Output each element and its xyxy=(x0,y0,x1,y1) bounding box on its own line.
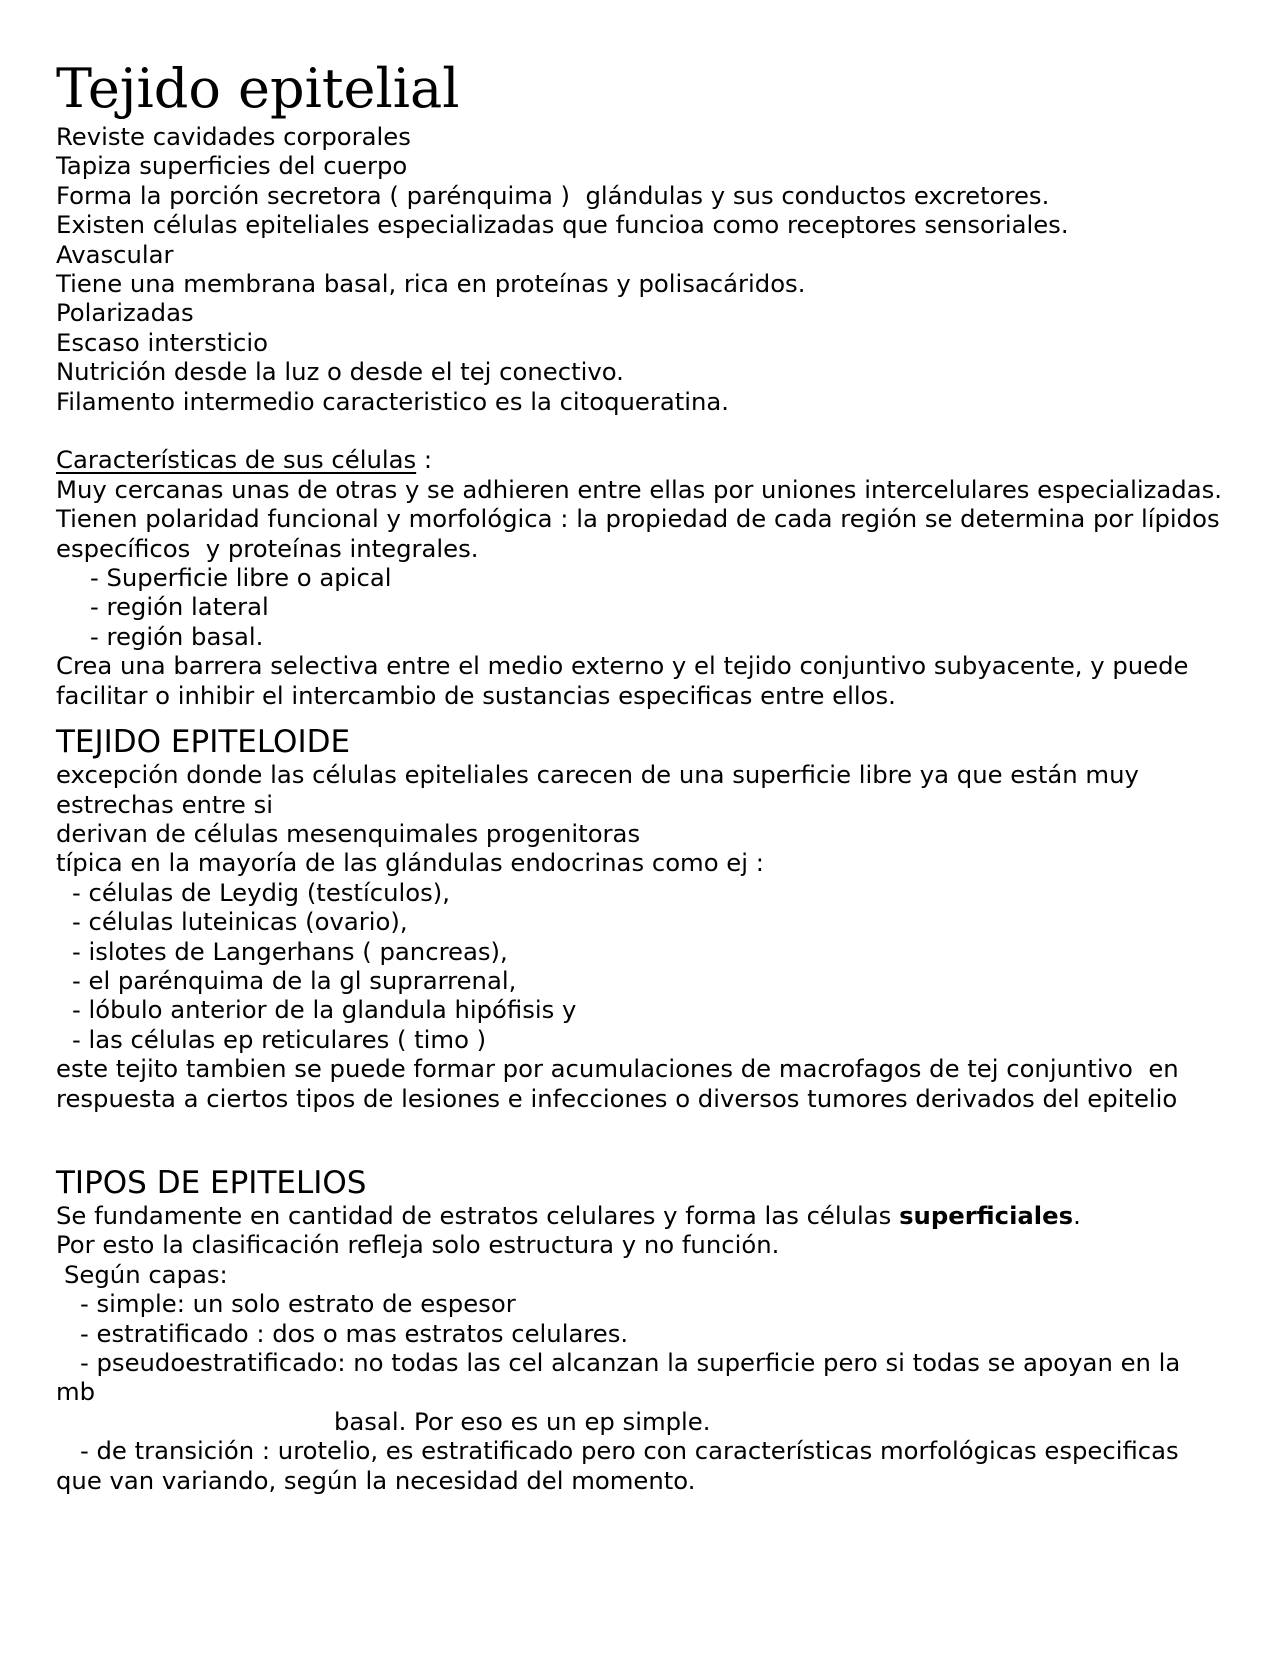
intro-line: Filamento intermedio caracteristico es la citoqueratina. xyxy=(56,386,730,416)
list-item: - estratificado : dos o mas estratos celulares. xyxy=(80,1318,629,1348)
epiteloide-section xyxy=(56,724,1226,1113)
heading-colon: : xyxy=(416,445,433,475)
list-item-text: - pseudoestratificado: no todas las cel alcanzan la superficie pero si todas se apoyan en la mb xyxy=(56,1348,1189,1407)
paragraph: Muy cercanas unas de otras y se adhieren entre ellas por uniones intercelulares especializadas. xyxy=(56,474,1222,504)
intro-line: Forma la porción secretora ( parénquima ) glándulas y sus conductos excretores. xyxy=(56,180,1050,210)
list-item: - simple: un solo estrato de espesor xyxy=(80,1289,516,1319)
list-item: - las células ep reticulares ( timo ) xyxy=(72,1024,487,1054)
list-item-continuation: basal. Por eso es un ep simple. xyxy=(334,1406,711,1436)
paragraph: Por esto la clasificación refleja solo estructura y no función. xyxy=(56,1230,780,1260)
intro-line: Polarizadas xyxy=(56,298,194,328)
intro-line: Existen células epiteliales especializadas que funcioa como receptores sensoriales. xyxy=(56,210,1069,240)
list-item: - región lateral xyxy=(90,592,269,622)
tipos-section xyxy=(56,1165,1226,1495)
document-page xyxy=(56,56,1226,1495)
list-item: - células de Leydig (testículos), xyxy=(72,877,450,907)
intro-line: Tapiza superficies del cuerpo xyxy=(56,151,408,181)
caracteristicas-section xyxy=(56,445,1226,710)
text-run: Se fundamente en cantidad de estratos celulares y forma las células xyxy=(56,1200,900,1230)
intro-list xyxy=(56,122,1226,416)
list-item: - células luteinicas (ovario), xyxy=(72,907,408,937)
list-item: - islotes de Langerhans ( pancreas), xyxy=(72,936,508,966)
page-title: Tejido epitelial xyxy=(56,57,460,120)
intro-line: Tiene una membrana basal, rica en proteínas y polisacáridos. xyxy=(56,269,806,299)
spacer xyxy=(56,710,1226,724)
list-item: - región basal. xyxy=(90,621,264,651)
paragraph: este tejito tambien se puede formar por acumulaciones de macrofagos de tej conjuntivo en respuesta a ciertos tipos de lesiones e infecciones o diversos tumores derivados del epitelio xyxy=(56,1054,1187,1113)
list-item xyxy=(56,1348,1226,1407)
intro-line: Escaso intersticio xyxy=(56,327,269,357)
paragraph: Crea una barrera selectiva entre el medio externo y el tejido conjuntivo subyacente, y puede facilitar o inhibir el intercambio de sustancias especificas entre ellos. xyxy=(56,651,1197,710)
paragraph: derivan de células mesenquimales progenitoras xyxy=(56,818,641,848)
paragraph: excepción donde las células epiteliales carecen de una superficie libre ya que están muy estrechas entre si xyxy=(56,760,1147,819)
intro-line: Reviste cavidades corporales xyxy=(56,122,411,151)
list-item-text: - de transición : urotelio, es estratificado pero con características morfológicas especificas que van variando, según la necesidad del momento. xyxy=(56,1436,1187,1495)
spacer xyxy=(56,1113,1226,1165)
intro-line: Nutrición desde la luz o desde el tej conectivo. xyxy=(56,357,624,387)
tipos-heading: TIPOS DE EPITELIOS xyxy=(56,1164,367,1201)
list-item xyxy=(56,1436,1226,1495)
paragraph xyxy=(56,1201,1226,1230)
caracteristicas-heading xyxy=(56,445,1226,474)
bold-term: superficiales xyxy=(899,1200,1074,1230)
paragraph: Según capas: xyxy=(64,1259,228,1289)
epiteloide-heading: TEJIDO EPITELOIDE xyxy=(56,724,351,761)
spacer xyxy=(56,416,1226,445)
paragraph: típica en la mayoría de las glándulas endocrinas como ej : xyxy=(56,848,764,878)
paragraph: Tienen polaridad funcional y morfológica : la propiedad de cada región se determina por lípidos específicos y proteínas integrales. xyxy=(56,504,1228,563)
list-item: - el parénquima de la gl suprarrenal, xyxy=(72,965,517,995)
list-item: - lóbulo anterior de la glandula hipófisis y xyxy=(72,995,577,1025)
caracteristicas-heading-text: Características de sus células xyxy=(56,445,417,475)
intro-line: Avascular xyxy=(56,239,174,269)
text-run: . xyxy=(1073,1200,1081,1230)
list-item: - Superficie libre o apical xyxy=(90,563,392,593)
